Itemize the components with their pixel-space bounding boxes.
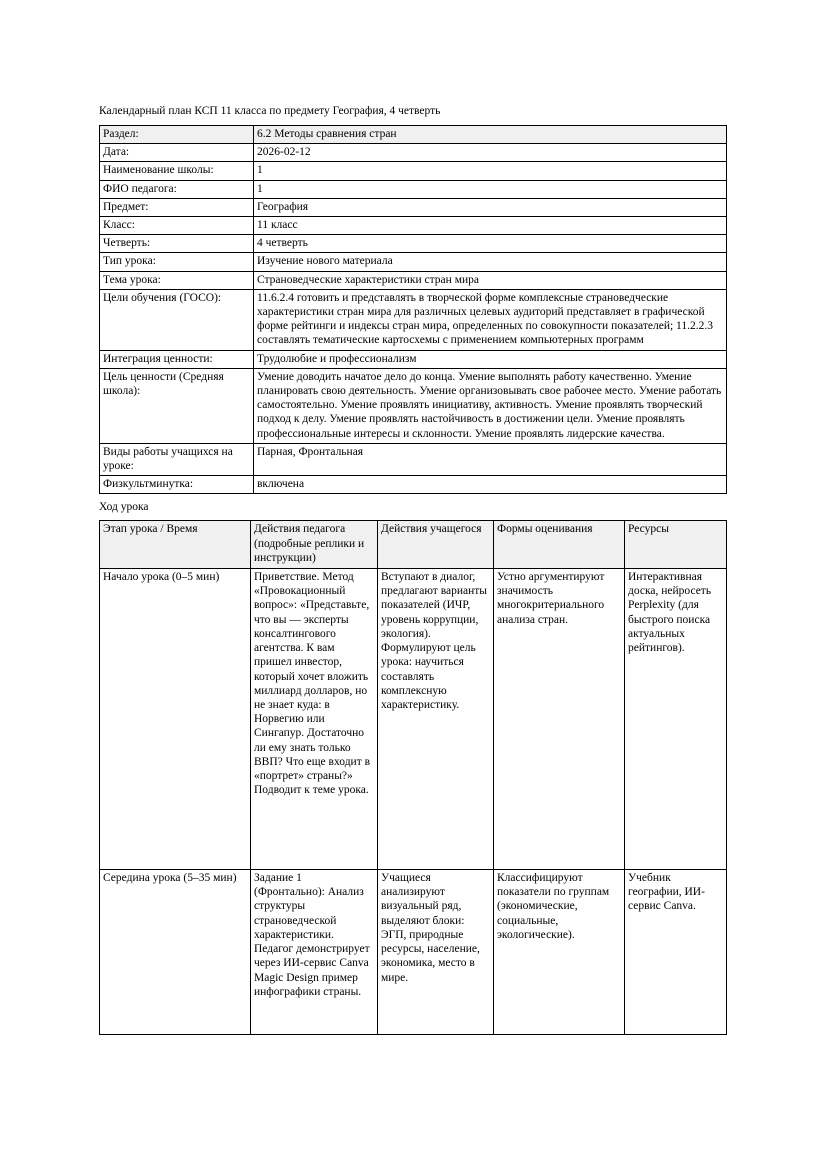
info-value: Парная, Фронтальная — [254, 443, 727, 475]
document-page — [99, 0, 726, 1035]
table-row — [100, 253, 727, 271]
table-row — [100, 569, 727, 870]
column-header-stage: Этап урока / Время — [100, 521, 251, 569]
table-row — [100, 271, 727, 289]
table-row — [100, 289, 727, 350]
info-value: Трудолюбие и профессионализм — [254, 350, 727, 368]
info-label: Физкультминутка: — [100, 476, 254, 494]
info-label: Четверть: — [100, 235, 254, 253]
info-label: Интеграция ценности: — [100, 350, 254, 368]
info-label: Раздел: — [100, 126, 254, 144]
cell-assessment: Классифицируют показатели по группам (экономические, социальные, экологические). — [494, 870, 625, 1035]
table-row — [100, 870, 727, 1035]
table-row — [100, 144, 727, 162]
info-value: включена — [254, 476, 727, 494]
lesson-info-table — [99, 125, 727, 494]
cell-student-actions: Вступают в диалог, предлагают варианты показателей (ИЧР, уровень коррупции, экология). Формулируют цель урока: научиться составлять комплексную характеристику. — [378, 569, 494, 870]
info-value: 4 четверть — [254, 235, 727, 253]
info-label: Тема урока: — [100, 271, 254, 289]
info-value: 11 класс — [254, 217, 727, 235]
table-header-row — [100, 521, 727, 569]
cell-stage: Начало урока (0–5 мин) — [100, 569, 251, 870]
lesson-info-body — [100, 126, 727, 494]
lesson-flow-heading: Ход урока — [99, 501, 149, 514]
cell-teacher-actions: Задание 1 (Фронтально): Анализ структуры страноведческой характеристики. Педагог демонстрирует через ИИ-сервис Canva Magic Design пример инфографики страны. — [251, 870, 378, 1035]
info-label: Цели обучения (ГОСО): — [100, 289, 254, 350]
info-value: География — [254, 198, 727, 216]
table-row — [100, 476, 727, 494]
info-value: Изучение нового материала — [254, 253, 727, 271]
cell-stage: Середина урока (5–35 мин) — [100, 870, 251, 1035]
info-value: 1 — [254, 162, 727, 180]
info-label: Виды работы учащихся на уроке: — [100, 443, 254, 475]
cell-resources: Учебник географии, ИИ-сервис Canva. — [625, 870, 727, 1035]
info-label: Цель ценности (Средняя школа): — [100, 368, 254, 443]
column-header-student-actions: Действия учащегося — [378, 521, 494, 569]
table-row — [100, 217, 727, 235]
table-row — [100, 235, 727, 253]
table-row — [100, 350, 727, 368]
info-value: 11.6.2.4 готовить и представлять в творческой форме комплексные страноведческие характеристики стран мира для различных целевых аудиторий представляет в графической форме рейтинги и индексы стран мира, определенных по совокупности показателей; 11.2.2.3 составлять тематические картосхемы с применением компьютерных программ — [254, 289, 727, 350]
info-label: Класс: — [100, 217, 254, 235]
info-value: 1 — [254, 180, 727, 198]
table-row — [100, 162, 727, 180]
column-header-assessment: Формы оценивания — [494, 521, 625, 569]
info-value: Умение доводить начатое дело до конца. Умение выполнять работу качественно. Умение планировать свою деятельность. Умение организовывать свое рабочее место. Умение работать самостоятельно. Умение проявлять инициативу, активность. Умение проявлять творческий подход к делу. Умение проявлять настойчивость в достижении цели. Умение проявлять профессиональные интересы и склонности. Умение проявлять лидерские качества. — [254, 368, 727, 443]
info-label: Дата: — [100, 144, 254, 162]
column-header-resources: Ресурсы — [625, 521, 727, 569]
info-label: Тип урока: — [100, 253, 254, 271]
info-value: 6.2 Методы сравнения стран — [254, 126, 727, 144]
cell-student-actions: Учащиеся анализируют визуальный ряд, выделяют блоки: ЭГП, природные ресурсы, население, экономика, место в мире. — [378, 870, 494, 1035]
cell-resources: Интерактивная доска, нейросеть Perplexity (для быстрого поиска актуальных рейтингов). — [625, 569, 727, 870]
info-label: Предмет: — [100, 198, 254, 216]
info-value: Страноведческие характеристики стран мира — [254, 271, 727, 289]
cell-teacher-actions: Приветствие. Метод «Провокационный вопрос»: «Представьте, что вы — эксперты консалтингового агентства. К вам пришел инвестор, который хочет вложить миллиард долларов, но не знает куда: в Норвегию или Сингапур. Достаточно ли ему знать только ВВП? Что еще входит в «портрет» страны?» Подводит к теме урока. — [251, 569, 378, 870]
table-row — [100, 180, 727, 198]
page-title: Календарный план КСП 11 класса по предмету География, 4 четверть — [99, 105, 441, 117]
info-label: ФИО педагога: — [100, 180, 254, 198]
lesson-flow-body — [100, 521, 727, 1035]
cell-assessment: Устно аргументируют значимость многокритериального анализа стран. — [494, 569, 625, 870]
table-row — [100, 198, 727, 216]
column-header-teacher-actions: Действия педагога (подробные реплики и инструкции) — [251, 521, 378, 569]
table-row — [100, 443, 727, 475]
info-value: 2026-02-12 — [254, 144, 727, 162]
lesson-flow-table — [99, 520, 727, 1035]
table-row — [100, 368, 727, 443]
info-label: Наименование школы: — [100, 162, 254, 180]
table-row — [100, 126, 727, 144]
